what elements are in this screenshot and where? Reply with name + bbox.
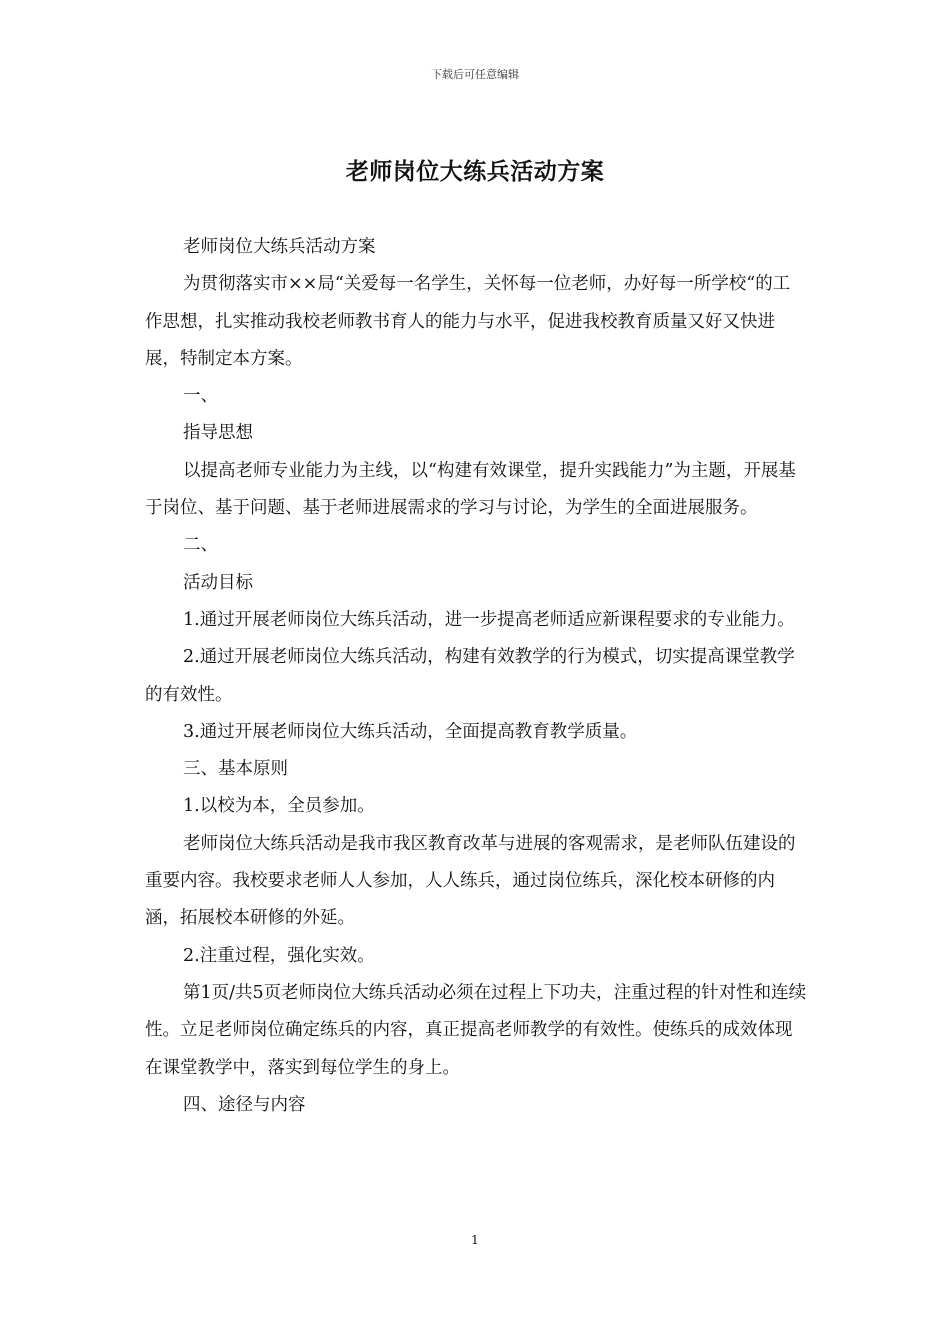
goal-item-1: 1.通过开展老师岗位大练兵活动，进一步提高老师适应新课程要求的专业能力。 [183, 609, 795, 630]
goal-item-3: 3.通过开展老师岗位大练兵活动，全面提高教育教学质量。 [183, 721, 638, 742]
document-title: 老师岗位大练兵活动方案 [345, 159, 605, 185]
page-number: 1 [471, 1233, 479, 1247]
document-body [145, 229, 807, 1124]
principle-item-1: 1.以校为本，全员参加。 [183, 796, 375, 817]
goal-item-2: 2.通过开展老师岗位大练兵活动，构建有效教学的行为模式，切实提高课堂教学的有效性。 [145, 647, 795, 705]
section-number-1: 一、 [183, 386, 218, 407]
section-heading-approach: 四、途径与内容 [183, 1094, 306, 1115]
paragraph-principle-2: 第1页/共5页老师岗位大练兵活动必须在过程上下功夫，注重过程的针对性和连续性。立足老师岗位确定练兵的内容，真正提高老师教学的有效性。使练兵的成效体现在课堂教学中，落实到每位学生的身上。 [145, 982, 807, 1078]
header-note: 下载后可任意编辑 [431, 68, 519, 81]
paragraph-principle-1: 老师岗位大练兵活动是我市我区教育改革与进展的客观需求，是老师队伍建设的重要内容。我校要求老师人人参加，人人练兵，通过岗位练兵，深化校本研修的内涵，拓展校本研修的外延。 [145, 833, 796, 929]
section-heading-principles: 三、基本原则 [183, 759, 288, 780]
paragraph-intro: 为贯彻落实市××局“关爱每一名学生，关怀每一位老师，办好每一所学校“的工作思想，扎实推动我校老师教书育人的能力与水平，促进我校教育质量又好又快进展，特制定本方案。 [145, 274, 791, 369]
section-heading-guiding-thought: 指导思想 [183, 423, 253, 444]
paragraph-subtitle: 老师岗位大练兵活动方案 [183, 237, 376, 257]
paragraph-guiding-thought: 以提高老师专业能力为主线，以“构建有效课堂，提升实践能力”为主题，开展基于岗位、基于问题、基于老师进展需求的学习与讨论，为学生的全面进展服务。 [145, 460, 796, 519]
section-heading-goals: 活动目标 [183, 572, 253, 593]
principle-item-2: 2.注重过程，强化实效。 [183, 945, 375, 966]
section-number-2: 二、 [183, 535, 218, 556]
